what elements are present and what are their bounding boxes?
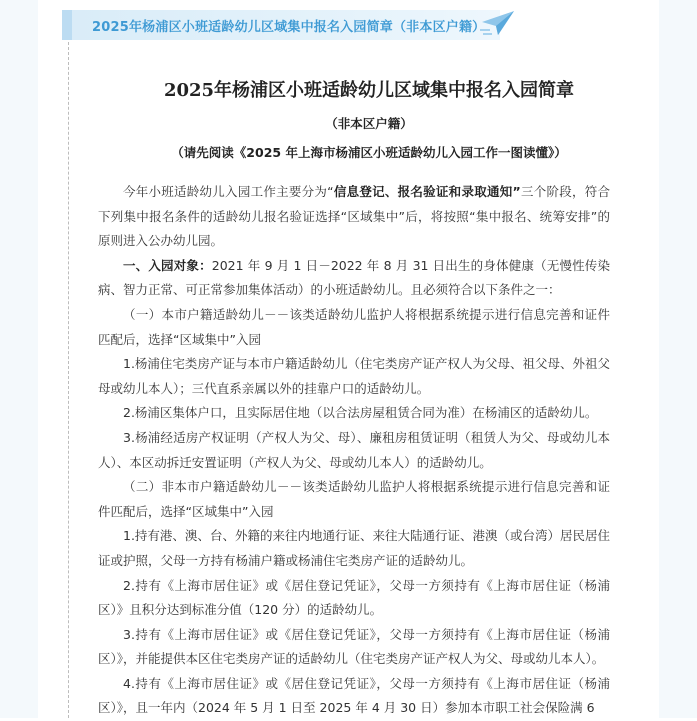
document-title: 2025年杨浦区小班适龄幼儿区域集中报名入园简章 [163, 80, 575, 101]
right-margin-background [659, 0, 697, 718]
paper-plane-icon [480, 8, 516, 38]
left-margin-background [0, 0, 38, 718]
document-reading-note: （请先阅读《2025 年上海市杨浦区小班适龄幼儿入园工作一图读懂》） [171, 145, 567, 160]
list-item: （一）本市户籍适龄幼儿－－该类适龄幼儿监护人将根据系统提示进行信息完善和证件匹配后，选择“区域集中”入园 [98, 306, 610, 347]
list-item: 4.持有《上海市居住证》或《居住登记凭证》，父母一方须持有《上海市居住证（杨浦区）》，且一年内（2024 年 5 月 1 日至 2025 年 4 月 30 日）参加本市职工社会保险满 6 [98, 675, 610, 716]
document-subtitle: （非本区户籍） [325, 116, 413, 131]
banner-title: 2025年杨浦区小班适龄幼儿区域集中报名入园简章（非本区户籍） [92, 20, 486, 35]
list-item: 3.杨浦经适房产权证明（产权人为父、母）、廉租房租赁证明（租赁人为父、母或幼儿本人）、本区动拆迁安置证明（产权人为父、母或幼儿本人）的适龄幼儿。 [98, 429, 610, 470]
list-item: 3.持有《上海市居住证》或《居住登记凭证》，父母一方须持有《上海市居住证（杨浦区）》，并能提供本区住宅类房产证的适龄幼儿（住宅类房产证产权人为父、母或幼儿本人）。 [98, 626, 610, 667]
header-banner [62, 10, 500, 40]
section-enrollment-target: 一、入园对象：2021 年 9 月 1 日－2022 年 8 月 31 日出生的身体健康（无慢性传染病、智力正常、可正常参加集体活动）的小班适龄幼儿。且必须符合以下条件之一： [98, 257, 610, 298]
list-item: 2.杨浦区集体户口，且实际居住地（以合法房屋租赁合同为准）在杨浦区的适龄幼儿。 [123, 405, 598, 421]
dashed-divider [68, 42, 69, 718]
list-item: （二）非本市户籍适龄幼儿－－该类适龄幼儿监护人将根据系统提示进行信息完善和证件匹配后，选择“区域集中”入园 [98, 479, 610, 519]
list-item: 1.持有港、澳、台、外籍的来往内地通行证、来往大陆通行证、港澳（或台湾）居民居住证或护照，父母一方持有杨浦户籍或杨浦住宅类房产证的适龄幼儿。 [98, 528, 610, 568]
intro-paragraph: 今年小班适龄幼儿入园工作主要分为“信息登记、报名验证和录取通知”三个阶段，符合下列集中报名条件的适龄幼儿报名验证选择“区域集中”后，将按照“集中报名、统筹安排”的原则进入公办幼儿园。 [98, 184, 610, 249]
list-item: 1.杨浦住宅类房产证与本市户籍适龄幼儿（住宅类房产证产权人为父母、祖父母、外祖父母或幼儿本人）；三代直系亲属以外的挂靠户口的适龄幼儿。 [98, 356, 610, 396]
document-body [98, 180, 610, 721]
list-item: 2.持有《上海市居住证》或《居住登记凭证》，父母一方须持有《上海市居住证（杨浦区）》且积分达到标准分值（120 分）的适龄幼儿。 [98, 577, 610, 618]
